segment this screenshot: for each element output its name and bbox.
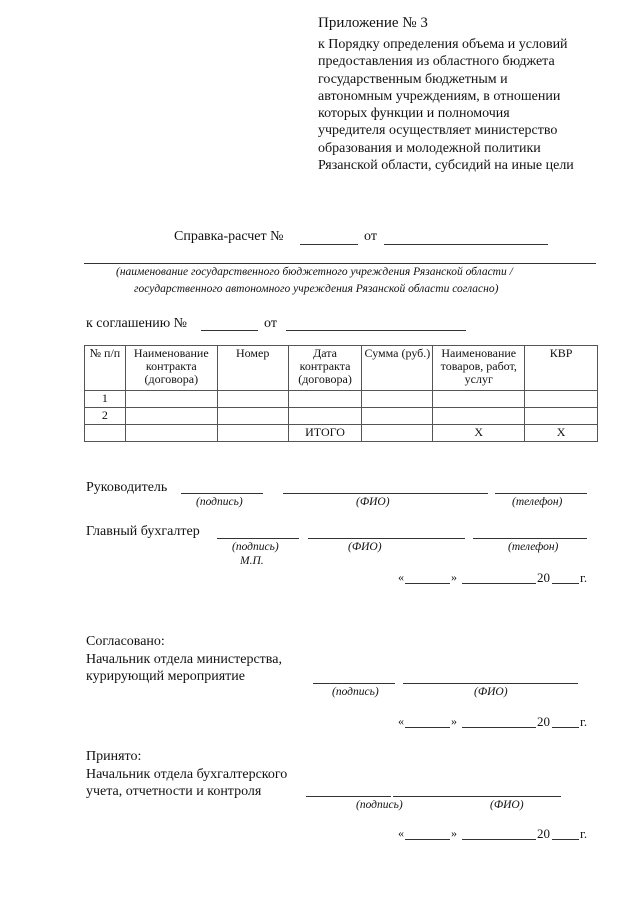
- year-prefix: 20: [537, 714, 550, 729]
- head-label: Руководитель: [86, 480, 168, 495]
- accountant-fio-field[interactable]: [308, 538, 465, 539]
- agreed-line: Начальник отдела министерства,: [86, 651, 282, 667]
- table-cell[interactable]: [217, 391, 288, 408]
- agreed-title: Согласовано:: [86, 634, 165, 649]
- year-prefix: 20: [537, 826, 550, 841]
- accountant-signature-field[interactable]: [217, 538, 299, 539]
- heading-from: от: [364, 229, 377, 244]
- fio-caption: (ФИО): [348, 541, 382, 553]
- org-caption: государственного автономного учреждения Рязанской области согласно): [134, 283, 499, 295]
- quote-open: «: [398, 714, 404, 728]
- agreed-block: [86, 633, 282, 686]
- table-cell[interactable]: [362, 391, 433, 408]
- quote-open: «: [398, 570, 404, 584]
- number-field[interactable]: [300, 244, 358, 245]
- agreement-from: от: [264, 316, 277, 331]
- table-cell[interactable]: [288, 408, 362, 425]
- date-field[interactable]: [384, 244, 548, 245]
- table-header-row: [85, 346, 598, 391]
- table-row: [85, 408, 598, 425]
- total-label: ИТОГО: [288, 425, 362, 442]
- appendix-line: автономным учреждениям, в отношении: [318, 88, 561, 104]
- accepted-line: учета, отчетности и контроля: [86, 784, 262, 799]
- signature-caption: (подпись): [356, 799, 403, 811]
- stamp-caption: М.П.: [240, 555, 264, 567]
- quote-open: «: [398, 826, 404, 840]
- year-field[interactable]: [552, 727, 579, 728]
- appendix-line: государственным бюджетным и: [318, 71, 508, 87]
- table-cell[interactable]: [433, 391, 525, 408]
- quote-close: »: [451, 570, 457, 584]
- phone-caption: (телефон): [508, 541, 559, 553]
- accepted-fio-field[interactable]: [393, 796, 561, 797]
- header-cell: Сумма (руб.): [362, 346, 433, 391]
- quote-close: »: [451, 714, 457, 728]
- header-cell: Наименование товаров, работ, услуг: [433, 346, 525, 391]
- appendix-title: Приложение № 3: [318, 15, 428, 31]
- head-phone-field[interactable]: [495, 493, 587, 494]
- appendix-line: предоставления из областного бюджета: [318, 54, 555, 70]
- table-cell[interactable]: [125, 408, 217, 425]
- fio-caption: (ФИО): [474, 686, 508, 698]
- quote-close: »: [451, 826, 457, 840]
- agreement-label: к соглашению №: [86, 316, 188, 331]
- accepted-block: [86, 748, 287, 801]
- year-suffix: г.: [580, 570, 588, 585]
- total-sum-cell[interactable]: [362, 425, 433, 442]
- year-suffix: г.: [580, 714, 588, 729]
- table-cell[interactable]: [125, 391, 217, 408]
- table-total-row: [85, 425, 598, 442]
- agreement-date-field[interactable]: [286, 330, 466, 331]
- appendix-line: образования и молодежной политики: [318, 140, 541, 156]
- table-cell: 2: [85, 408, 126, 425]
- appendix-line: Рязанской области, субсидий на иные цели: [318, 158, 574, 174]
- month-field[interactable]: [462, 727, 536, 728]
- org-name-field[interactable]: [84, 263, 596, 264]
- accountant-label: Главный бухгалтер: [86, 524, 200, 539]
- table-cell[interactable]: [433, 408, 525, 425]
- table-cell: [125, 425, 217, 442]
- table-row: [85, 391, 598, 408]
- signature-caption: (подпись): [332, 686, 379, 698]
- appendix-line: которых функции и полномочия: [318, 106, 510, 122]
- header-cell: КВР: [525, 346, 598, 391]
- agreed-fio-field[interactable]: [403, 683, 578, 684]
- table-cell[interactable]: [217, 408, 288, 425]
- table-cell[interactable]: [525, 408, 598, 425]
- table-cell: [85, 425, 126, 442]
- day-field[interactable]: [405, 727, 450, 728]
- head-fio-field[interactable]: [283, 493, 488, 494]
- table-cell[interactable]: [525, 391, 598, 408]
- month-field[interactable]: [462, 839, 536, 840]
- table-cell: Х: [433, 425, 525, 442]
- accepted-signature-field[interactable]: [306, 796, 391, 797]
- contracts-table: [84, 345, 598, 442]
- table-cell[interactable]: [288, 391, 362, 408]
- org-caption: (наименование государственного бюджетного учреждения Рязанской области /: [116, 266, 513, 278]
- year-field[interactable]: [552, 583, 579, 584]
- accepted-line: Начальник отдела бухгалтерского: [86, 766, 288, 782]
- year-field[interactable]: [552, 839, 579, 840]
- agreed-line: курирующий мероприятие: [86, 669, 245, 684]
- year-prefix: 20: [537, 570, 550, 585]
- table-cell: [217, 425, 288, 442]
- day-field[interactable]: [405, 583, 450, 584]
- fio-caption: (ФИО): [356, 496, 390, 508]
- year-suffix: г.: [580, 826, 588, 841]
- month-field[interactable]: [462, 583, 536, 584]
- header-cell: Номер: [217, 346, 288, 391]
- heading-label: Справка-расчет №: [174, 229, 284, 244]
- table-cell[interactable]: [362, 408, 433, 425]
- day-field[interactable]: [405, 839, 450, 840]
- signature-caption: (подпись): [232, 541, 279, 553]
- agreement-number-field[interactable]: [201, 330, 258, 331]
- phone-caption: (телефон): [512, 496, 563, 508]
- header-cell: Наименование контракта (договора): [125, 346, 217, 391]
- agreed-signature-field[interactable]: [313, 683, 395, 684]
- accepted-title: Принято:: [86, 749, 142, 764]
- table-cell: 1: [85, 391, 126, 408]
- appendix-line: учредителя осуществляет министерство: [318, 123, 558, 139]
- appendix-line: к Порядку определения объема и условий: [318, 37, 568, 52]
- fio-caption: (ФИО): [490, 799, 524, 811]
- accountant-phone-field[interactable]: [473, 538, 587, 539]
- signature-caption: (подпись): [196, 496, 243, 508]
- header-cell: Дата контракта (договора): [288, 346, 362, 391]
- header-cell: № п/п: [85, 346, 126, 391]
- table-cell: Х: [525, 425, 598, 442]
- appendix-text: [318, 36, 574, 174]
- head-signature-field[interactable]: [181, 493, 263, 494]
